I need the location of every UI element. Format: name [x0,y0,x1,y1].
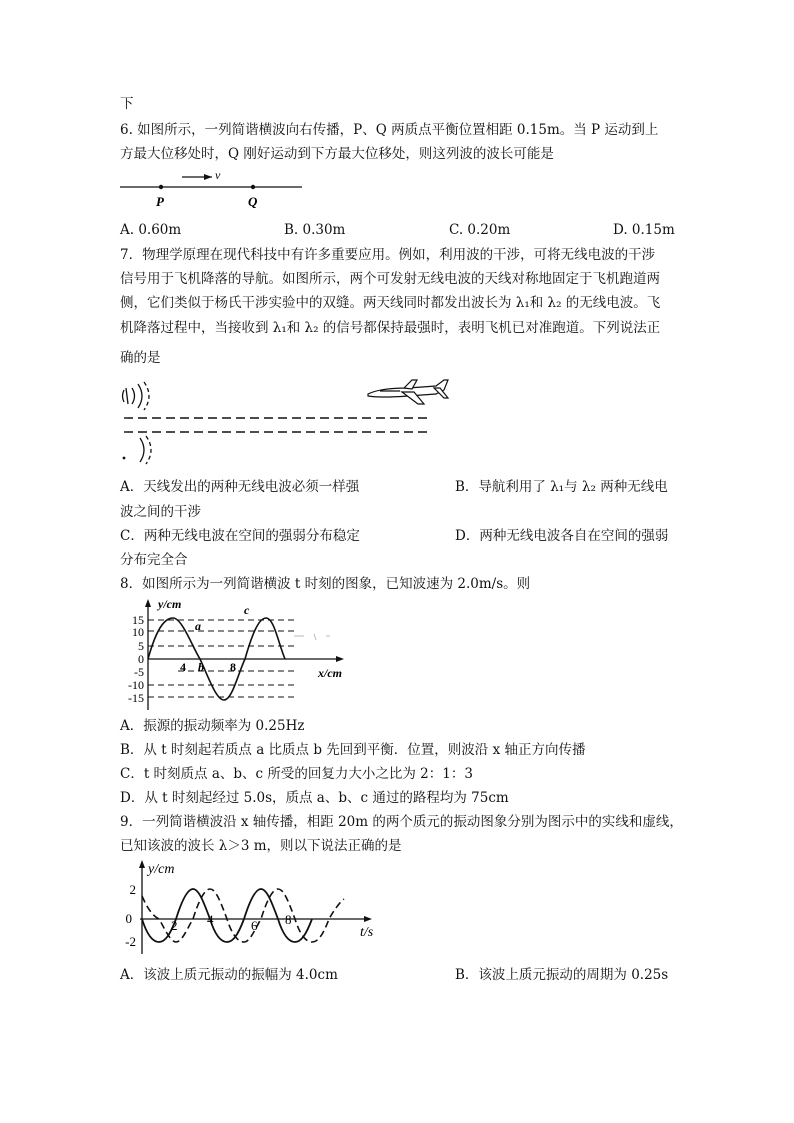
q9-t-tick-8: 8 [285,912,292,927]
q7-stem-line5: 确的是 [120,350,161,366]
q6-stem-line2: 方最大位移处时，Q 刚好运动到下方最大位移处，则这列波的波长可能是 [120,146,554,162]
q9-option-b: B．该波上质元振动的周期为 0.25s [455,967,669,983]
q8-y-tick-minus10: -10 [128,678,144,692]
q9-dashed-curve [142,889,344,942]
q9-x-axis-label: t/s [360,925,374,940]
q8-y-tick-minus5: -5 [134,665,144,679]
q8-stem: 8．如图所示为一列简谐横波 t 时刻的图象，已知波速为 2.0m/s。则 [120,576,531,592]
q6-figure-wave-line [118,166,308,212]
q8-y-tick-15: 15 [132,613,144,627]
q7-stem-line1: 7．物理学原理在现代科技中有许多重要应用。例如，利用波的干涉，可将无线电波的干涉 [120,247,656,263]
q9-y-tick-minus2: -2 [125,934,136,949]
q7-figure-runway [118,374,453,470]
q6-point-P-dot [159,185,163,189]
q6-option-a: A. 0.60m [120,222,182,238]
q8-x-axis-arrowhead [336,656,344,662]
q8-option-b: B．从 t 时刻起若质点 a 比质点 b 先回到平衡．位置，则波沿 x 轴正方向传播 [120,742,586,758]
q7-option-b-line2: 波之间的干涉 [120,504,201,520]
q8-x-tick-8: 8 [230,660,236,674]
q7-antenna-bottom-base [123,457,126,460]
q8-faint-marks [294,634,330,640]
q8-y-tick-10: 10 [132,625,144,639]
q6-label-Q: Q [248,194,258,209]
q8-point-b-label: b [198,660,204,674]
q6-velocity-arrowhead [204,174,212,180]
q7-stem-line4: 机降落过程中，当接收到 λ₁和 λ₂ 的信号都保持最强时，表明飞机已对准跑道。下列说法正 [120,320,661,336]
q9-y-axis-label: y/cm [148,862,175,877]
q9-t-tick-4: 4 [207,912,214,927]
q8-y-tick-minus15: -15 [128,691,144,705]
q7-option-a: A．天线发出的两种无线电波必须一样强 [120,479,360,495]
q7-stem-line2: 信号用于飞机降落的导航。如图所示，两个可发射无线电波的天线对称地固定于飞机跑道两 [120,271,660,287]
q8-figure-wave-graph [118,596,358,714]
q8-y-tick-0: 0 [138,652,144,666]
q7-option-d-line1: D．两种无线电波各自在空间的强弱 [455,528,669,544]
carry-over-text: 下 [120,96,134,112]
q9-t-axis-arrowhead [364,916,372,922]
q6-label-v: v [215,168,221,182]
q6-option-c: C. 0.20m [449,222,511,238]
q6-stem-line1: 6. 如图所示，一列简谐横波向右传播，P、Q 两质点平衡位置相距 0.15m。当 P 运动到上 [120,122,659,138]
q7-airplane-icon [368,380,448,404]
q9-t-tick-2: 2 [171,918,178,933]
q9-stem-line1: 9．一列简谐横波沿 x 轴传播，相距 20m 的两个质元的振动图象分别为图示中的实线和虚线， [120,814,683,830]
q9-stem-line2: 已知该波的波长 λ＞3 m，则以下说法正确的是 [120,838,402,854]
q6-label-P: P [156,194,164,209]
q7-stem-line3: 侧，它们类似于杨氏干涉实验中的双缝。两天线同时都发出波长为 λ₁和 λ₂ 的无线电波。飞 [120,295,661,311]
q6-point-Q-dot [251,185,255,189]
q8-option-a: A．振源的振动频率为 0.25Hz [120,718,305,734]
q7-option-c: C．两种无线电波在空间的强弱分布稳定 [120,528,360,544]
q7-antenna-top [123,382,150,410]
q8-x-tick-4: 4 [180,660,186,674]
q7-option-b-line1: B．导航利用了 λ₁与 λ₂ 两种无线电 [455,479,668,495]
q6-option-d: D. 0.15m [613,222,675,238]
q8-option-d: D．从 t 时刻起经过 5.0s，质点 a、b、c 通过的路程均为 75cm [120,790,509,806]
q6-option-b: B. 0.30m [284,222,346,238]
q8-option-c: C．t 时刻质点 a、b、c 所受的回复力大小之比为 2：1：3 [120,766,473,782]
q7-antenna-bottom [140,436,151,464]
q9-option-a: A．该波上质元振动的振幅为 4.0cm [120,967,338,983]
q9-y-tick-2: 2 [129,882,136,897]
q9-figure-vibration-graph [118,858,388,960]
q8-y-axis-arrowhead [145,599,151,607]
q8-x-axis-label: x/cm [318,666,342,680]
q8-point-a-label: a [195,619,201,633]
q9-y-tick-0: 0 [125,911,132,926]
q8-point-c-label: c [244,603,250,617]
q8-y-axis-label: y/cm [158,597,182,611]
q9-y-axis-arrowhead [139,860,145,868]
q9-t-tick-6: 6 [251,918,258,933]
q7-option-d-line2: 分布完全合 [120,552,188,568]
q8-y-tick-5: 5 [138,639,144,653]
